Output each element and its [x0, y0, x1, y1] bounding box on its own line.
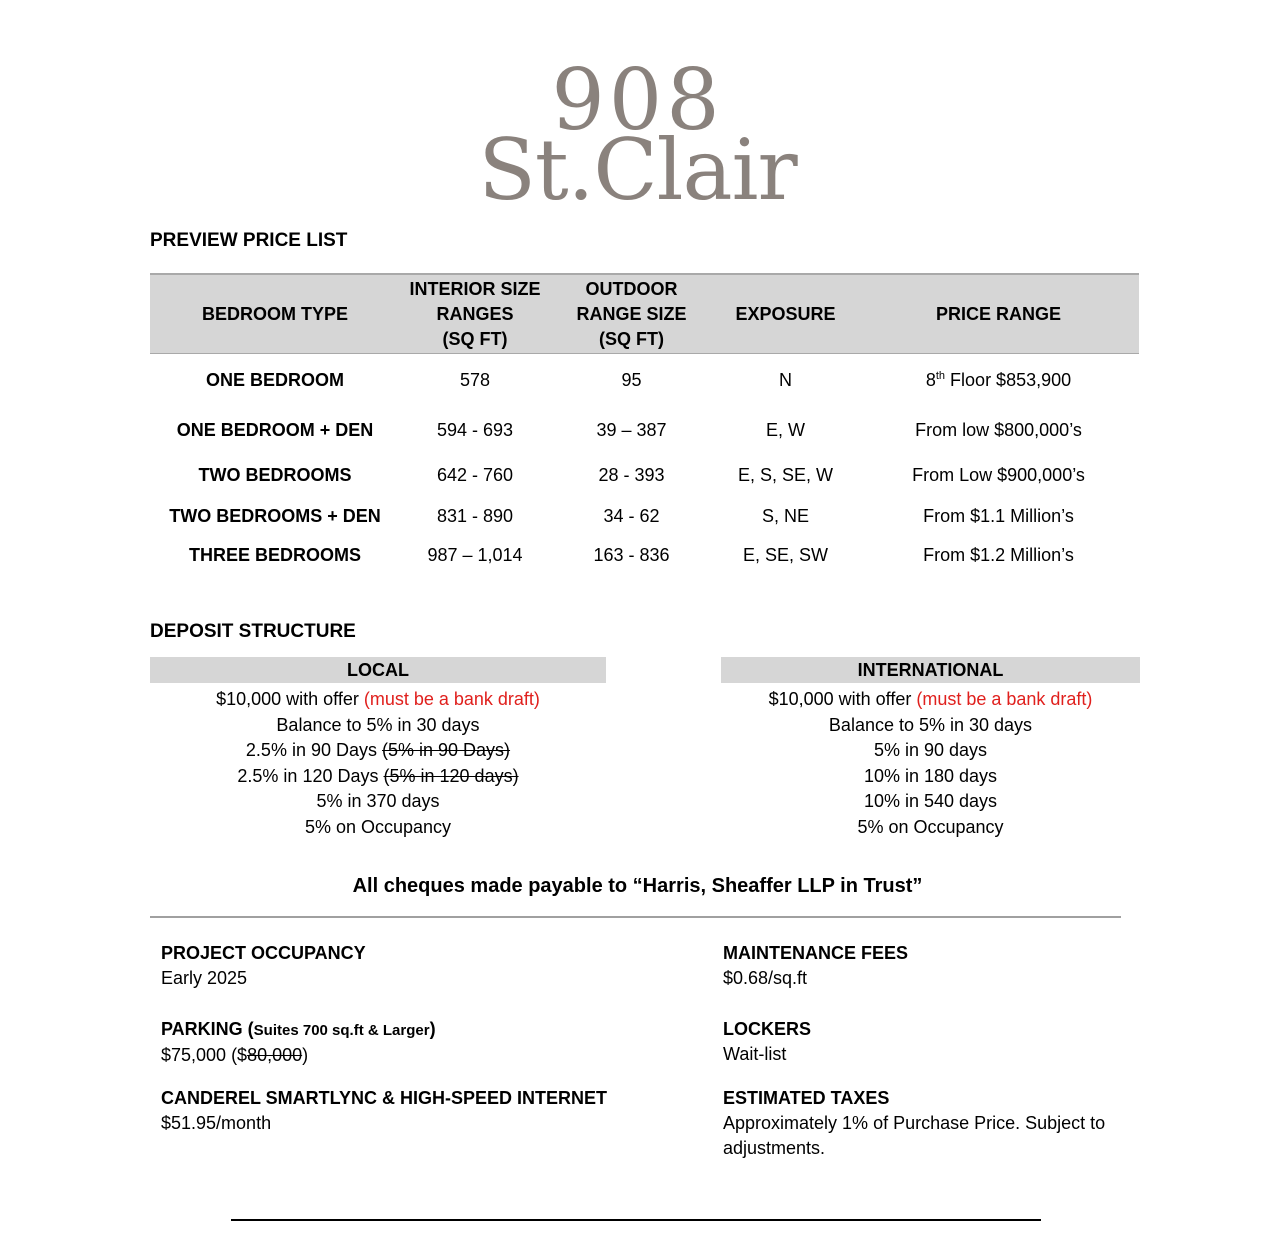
line4-struck: (5% in 120 days)	[383, 765, 519, 786]
lockers-label: LOCKERS	[723, 1019, 812, 1039]
deposit-local-offer	[150, 687, 606, 713]
header-interior-line3: (SQ FT)	[442, 328, 508, 349]
maintenance-block	[723, 941, 908, 991]
maintenance-label: MAINTENANCE FEES	[723, 943, 909, 963]
row-price: From $1.2 Million’s	[923, 545, 1074, 565]
row-bedroom-type: THREE BEDROOMS	[188, 545, 361, 565]
offer-note: (must be a bank draft)	[916, 689, 1093, 709]
row-outdoor: 39 – 387	[596, 420, 667, 440]
header-bedroom-type: BEDROOM TYPE	[150, 274, 400, 354]
parking-suffix: )	[302, 1045, 309, 1065]
deposit-international-offer	[721, 687, 1140, 713]
table-row	[150, 498, 1139, 536]
cheques-note: All cheques made payable to “Harris, Sheaffer LLP in Trust”	[352, 875, 923, 897]
row-bedroom-type: ONE BEDROOM	[205, 370, 344, 391]
line4-text: 2.5% in 120 Days	[237, 765, 384, 786]
header-outdoor-line1: OUTDOOR	[585, 278, 678, 299]
divider	[150, 916, 1121, 918]
deposit-international-line2: Balance to 5% in 30 days	[828, 714, 1033, 735]
offer-text: $10,000 with offer	[216, 689, 364, 709]
parking-label-text: PARKING (	[161, 1019, 254, 1039]
deposit-international	[721, 657, 1140, 841]
row-bedroom-type: TWO BEDROOMS + DEN	[169, 506, 381, 526]
internet-block	[161, 1086, 607, 1136]
deposit-local-line3	[150, 738, 606, 764]
price-value: Floor $853,900	[945, 370, 1072, 391]
row-outdoor: 28 - 393	[598, 465, 665, 485]
header-outdoor-line3: (SQ FT)	[599, 328, 664, 349]
row-outdoor: 34 - 62	[603, 506, 660, 526]
offer-text: $10,000 with offer	[768, 689, 917, 709]
row-price	[858, 354, 1139, 408]
offer-note: (must be a bank draft)	[363, 689, 540, 709]
maintenance-value: $0.68/sq.ft	[723, 968, 808, 988]
row-bedroom-type: ONE BEDROOM + DEN	[176, 420, 374, 440]
header-exposure: EXPOSURE	[713, 274, 858, 354]
header-interior-line2: RANGES	[436, 303, 514, 324]
table-row	[150, 408, 1139, 454]
deposit-local	[150, 657, 606, 841]
lockers-block	[723, 1017, 811, 1067]
deposit-local-line4	[150, 764, 606, 790]
deposit-heading: DEPOSIT STRUCTURE	[150, 621, 356, 642]
table-row	[150, 454, 1139, 498]
row-exposure: S, NE	[761, 506, 809, 526]
parking-value	[161, 1043, 436, 1068]
parking-block	[161, 1017, 436, 1068]
parking-note: Suites 700 sq.ft & Larger	[253, 1022, 430, 1039]
row-exposure: N	[779, 370, 792, 391]
row-bedroom-type: TWO BEDROOMS	[198, 465, 352, 485]
taxes-value-line2: adjustments.	[723, 1138, 826, 1158]
row-outdoor: 95	[621, 370, 642, 391]
deposit-international-line5: 10% in 540 days	[863, 791, 998, 812]
row-price: From low $800,000’s	[915, 420, 1082, 440]
table-row	[150, 536, 1139, 576]
taxes-block	[723, 1086, 1105, 1161]
occupancy-block	[161, 941, 366, 991]
price-floor-number: 8	[925, 370, 936, 391]
deposit-local-line2: Balance to 5% in 30 days	[276, 714, 480, 735]
deposit-international-title: INTERNATIONAL	[721, 657, 1140, 683]
row-exposure: E, SE, SW	[742, 545, 829, 565]
deposit-international-line6: 5% on Occupancy	[857, 816, 1004, 837]
row-exposure: E, S, SE, W	[737, 465, 834, 485]
header-outdoor-size	[550, 274, 713, 354]
price-floor-suffix: th	[935, 370, 946, 383]
deposit-local-line5: 5% in 370 days	[316, 791, 440, 812]
internet-label: CANDEREL SMARTLYNC & HIGH-SPEED INTERNET	[161, 1088, 608, 1108]
row-interior: 594 - 693	[436, 420, 514, 440]
taxes-value-line1: Approximately 1% of Purchase Price. Subject to	[723, 1113, 1106, 1133]
occupancy-value: Early 2025	[161, 968, 248, 988]
row-price: From Low $900,000’s	[912, 465, 1085, 485]
logo-number: 908	[551, 51, 724, 149]
header-price-range: PRICE RANGE	[858, 274, 1139, 354]
parking-price: $75,000 ($	[161, 1045, 248, 1065]
table-row	[150, 354, 1139, 408]
header-interior-size	[400, 274, 550, 354]
row-exposure: E, W	[766, 420, 805, 440]
row-interior: 642 - 760	[436, 465, 514, 485]
deposit-local-title: LOCAL	[150, 657, 606, 683]
header-interior-line1: INTERIOR SIZE	[409, 278, 541, 299]
price-list-heading: PREVIEW PRICE LIST	[150, 230, 348, 251]
bottom-divider	[231, 1219, 1041, 1221]
logo-name: St.Clair	[478, 121, 797, 219]
deposit-local-line6: 5% on Occupancy	[304, 816, 452, 837]
deposit-international-line4: 10% in 180 days	[863, 765, 998, 786]
line3-text: 2.5% in 90 Days	[245, 740, 382, 761]
price-table-header	[150, 274, 1139, 354]
taxes-label: ESTIMATED TAXES	[723, 1088, 890, 1108]
occupancy-label: PROJECT OCCUPANCY	[161, 943, 366, 963]
parking-close: )	[429, 1019, 436, 1039]
lockers-value: Wait-list	[723, 1044, 787, 1064]
line3-struck: (5% in 90 Days)	[382, 740, 511, 761]
row-interior: 831 - 890	[436, 506, 514, 526]
header-outdoor-line2: RANGE SIZE	[576, 303, 687, 324]
row-outdoor: 163 - 836	[593, 545, 670, 565]
internet-value: $51.95/month	[161, 1113, 272, 1133]
parking-old-price: 80,000	[247, 1045, 303, 1065]
row-interior: 987 – 1,014	[427, 545, 523, 565]
row-price: From $1.1 Million’s	[923, 506, 1074, 526]
price-table	[150, 273, 1139, 576]
row-interior: 578	[459, 370, 491, 391]
parking-label	[161, 1017, 436, 1043]
deposit-international-line3: 5% in 90 days	[873, 740, 988, 761]
